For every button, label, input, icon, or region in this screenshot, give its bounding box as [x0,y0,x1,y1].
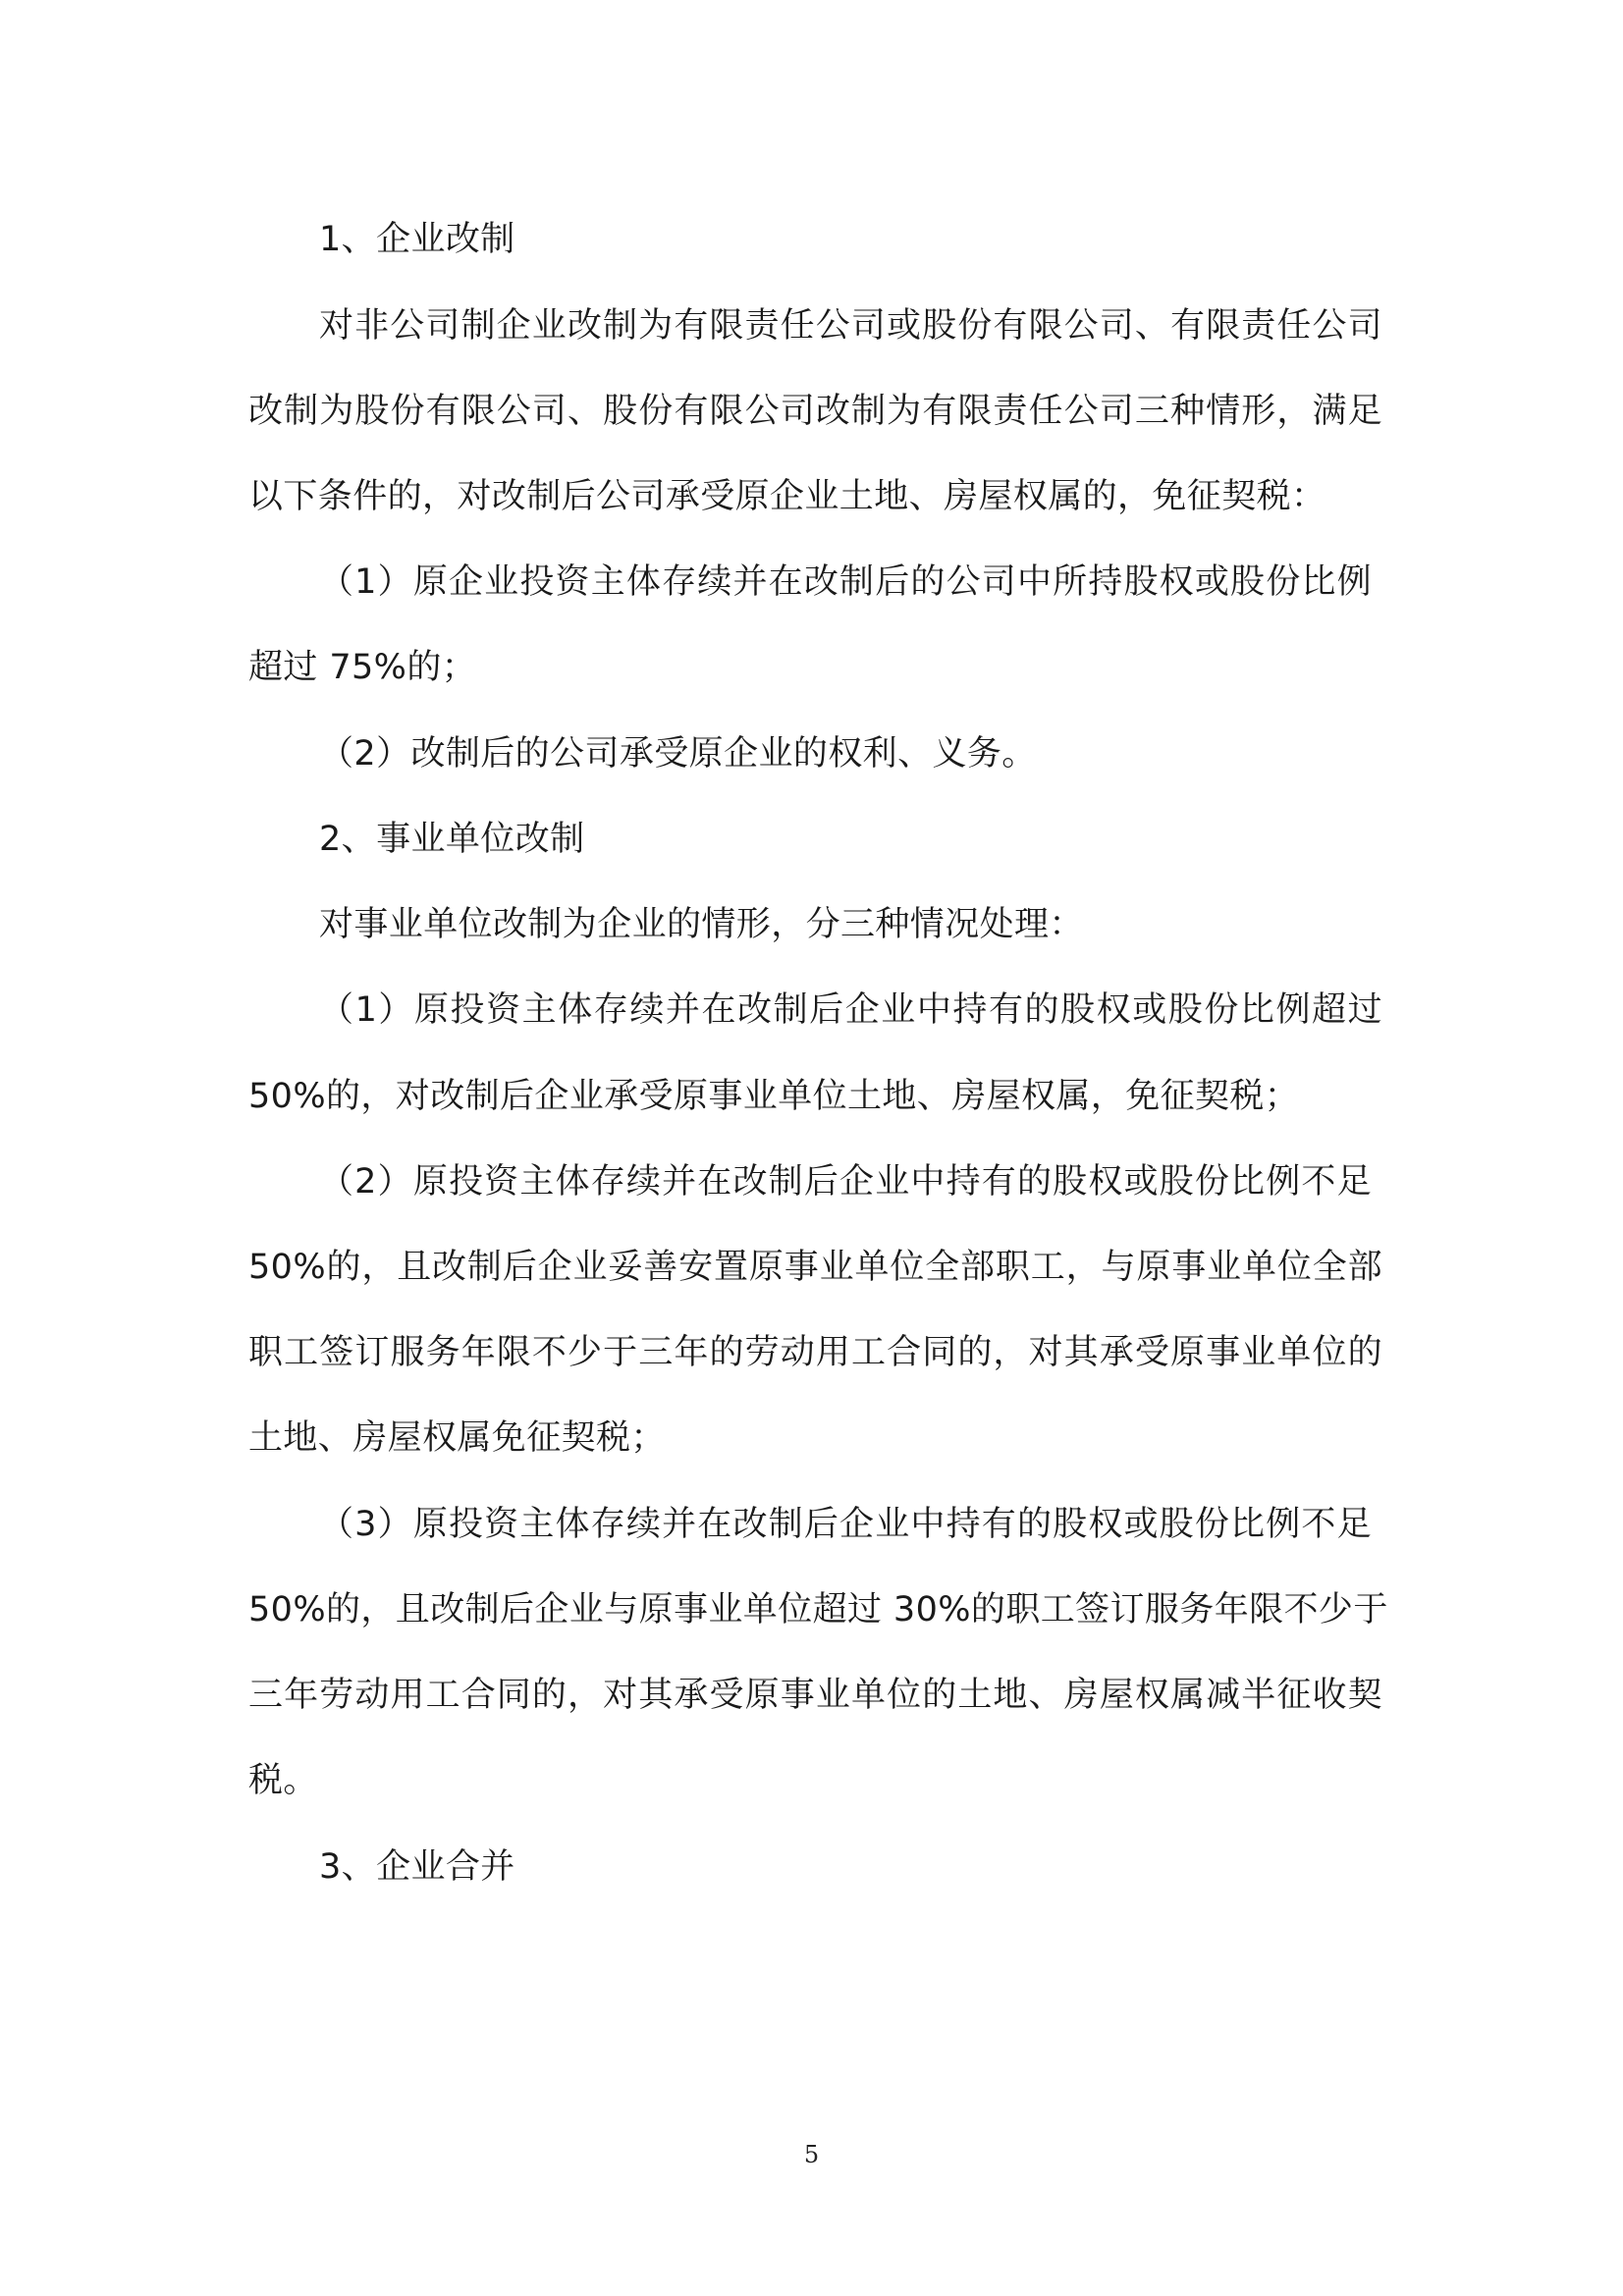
paragraph-line: 以下条件的，对改制后公司承受原企业土地、房屋权属的，免征契税： [248,477,1326,516]
section-heading-enterprise-merger: 3、企业合并 [319,1847,515,1887]
list-item-line: 50%的，对改制后企业承受原事业单位土地、房屋权属，免征契税； [248,1077,1300,1116]
paragraph-line: 对事业单位改制为企业的情形，分三种情况处理： [319,905,1084,944]
list-item-line: 三年劳动用工合同的，对其承受原事业单位的土地、房屋权属减半征收契 [248,1676,1382,1715]
list-item-line: （2）改制后的公司承受原企业的权利、义务。 [319,734,1037,774]
list-item-line: （2）原投资主体存续并在改制后企业中持有的股权或股份比例不足 [319,1162,1372,1201]
list-item-line: 50%的，且改制后企业与原事业单位超过 30%的职工签订服务年限不少于 [248,1590,1388,1629]
paragraph-line: 对非公司制企业改制为有限责任公司或股份有限公司、有限责任公司 [319,306,1382,346]
list-item-line: （1）原企业投资主体存续并在改制后的公司中所持股权或股份比例 [319,562,1372,602]
section-heading-public-institution-restructuring: 2、事业单位改制 [319,820,585,859]
list-item-line: 职工签订服务年限不少于三年的劳动用工合同的，对其承受原事业单位的 [248,1333,1382,1372]
section-heading-enterprise-restructuring: 1、企业改制 [319,220,515,259]
list-item-line: （3）原投资主体存续并在改制后企业中持有的股权或股份比例不足 [319,1505,1372,1544]
list-item-line: 超过 75%的； [248,648,477,687]
list-item-line: 土地、房屋权属免征契税； [248,1418,666,1458]
list-item-line: 税。 [248,1761,318,1800]
paragraph-line: 改制为股份有限公司、股份有限公司改制为有限责任公司三种情形，满足 [248,392,1382,431]
page-number: 5 [803,2141,820,2168]
list-item-line: （1）原投资主体存续并在改制后企业中持有的股权或股份比例超过 [319,990,1382,1030]
list-item-line: 50%的，且改制后企业妥善安置原事业单位全部职工，与原事业单位全部 [248,1248,1382,1287]
